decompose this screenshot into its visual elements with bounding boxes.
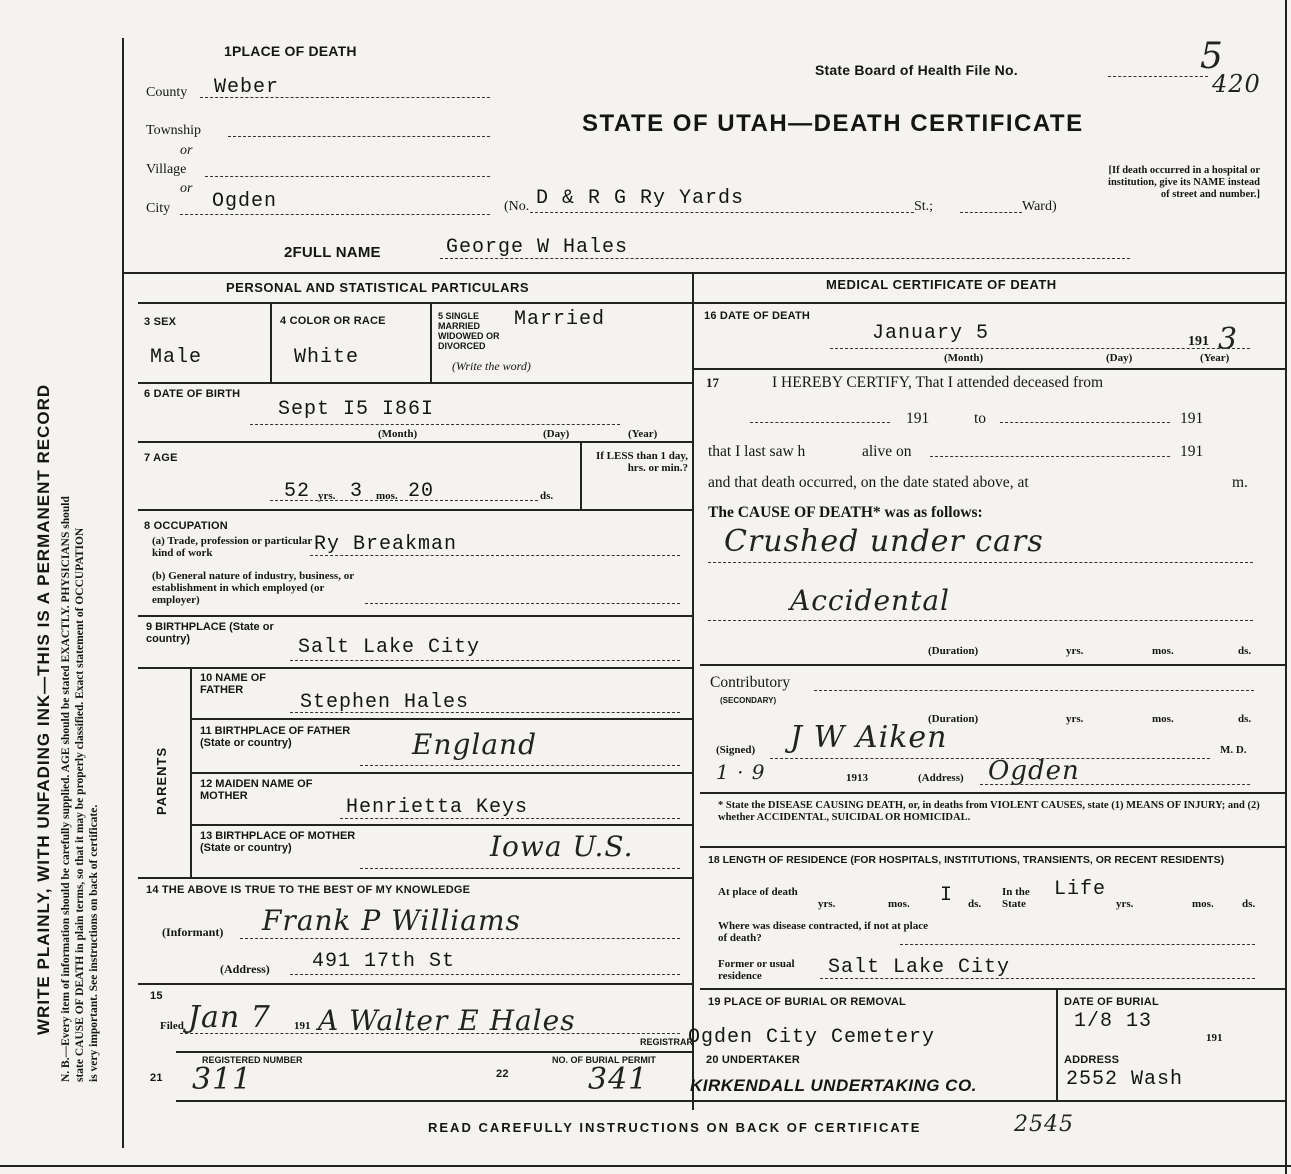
mos-label: mos. [1152,713,1174,725]
undertaker-address-label: ADDRESS [1064,1054,1120,1066]
date-of-birth-value: Sept I5 I86I [278,398,435,421]
ds-label: ds. [968,898,982,910]
yrs-label: yrs. [1116,898,1134,910]
less-than-day-label: If LESS than 1 day, hrs. or min.? [595,450,688,474]
color-race-value: White [294,346,360,369]
full-name-value: George W Hales [446,236,629,259]
former-residence-label: Former or usual residence [718,958,795,982]
father-name-value: Stephen Hales [300,691,470,714]
in-state-label: In the State [1002,886,1030,910]
ds-label: ds. [1242,898,1256,910]
hospital-note: [If death occurred in a hospital or institution, give its NAME instead of street and number.] [1108,165,1260,200]
alive-year-prefix: 191 [1180,443,1204,460]
instruction-note-line-1: N. B.—Every item of information should be carefully supplied. AGE should be stated EXACTLY. PHYSICIANS should [60,496,72,1082]
instruction-note-line-3: is very important. See instructions on back of certificate. [88,804,100,1082]
file-no-label: State Board of Health File No. [815,62,1018,78]
father-birthplace-label: 11 BIRTHPLACE OF FATHER (State or country) [200,725,351,749]
ds-label: ds. [1238,713,1252,725]
burial-permit-label: NO. OF BURIAL PERMIT [552,1055,656,1065]
instruction-note-line-2: state CAUSE OF DEATH in plain terms, so that it may be properly classified. Exact statement of OCCUPATION [74,527,86,1082]
occupation-label: 8 OCCUPATION [144,520,228,532]
or-label: or [180,181,193,196]
street-no-label: (No. [504,199,530,214]
occupation-a-label: (a) Trade, profession or particular kind of work [152,535,313,559]
mother-maiden-name-label: 12 MAIDEN NAME OF MOTHER [200,778,313,802]
informant-signature: Frank P Williams [262,904,521,937]
township-label: Township [146,123,202,138]
burial-permit-index: 22 [496,1068,509,1080]
mother-birthplace-value: Iowa U.S. [490,830,634,863]
age-months-value: 3 [350,480,364,503]
registrar-label: REGISTRAR [640,1037,694,1047]
occupation-b-label: (b) General nature of industry, business, or establishment in which employed (or employer) [152,570,354,606]
county-value: Weber [214,76,280,99]
yrs-label: yrs. [1066,713,1084,725]
burial-place-label: 19 PLACE OF BURIAL OR REMOVAL [708,996,906,1008]
death-occurred-label: and that death occurred, on the date stated above, at [708,474,1029,491]
birthplace-value: Salt Lake City [298,636,481,659]
st-label: St.; [914,199,934,214]
street-address-value: D & R G Ry Yards [536,187,745,210]
mos-label: mos. [376,490,398,502]
burial-permit-value: 341 [588,1062,649,1097]
signed-label: (Signed) [716,744,756,756]
village-label: Village [146,162,187,177]
yrs-label: yrs. [318,490,336,502]
physician-signature: J W Aiken [790,720,948,755]
mos-label: mos. [888,898,910,910]
permanent-record-note: WRITE PLAINLY, WITH UNFADING INK—THIS IS A PERMANENT RECORD [34,383,53,1035]
city-value: Ogden [212,190,278,213]
date-of-death-year: 3 [1218,322,1239,357]
mos-label: mos. [1152,645,1174,657]
marital-status-label: 5 SINGLE MARRIED WIDOWED OR DIVORCED [438,311,500,351]
last-saw-label: that I last saw h [708,443,806,460]
cause-footnote: * State the DISEASE CAUSING DEATH, or, in deaths from VIOLENT CAUSES, state (1) MEANS OF INJURY; and (2) whether ACCIDENTAL, SUICIDAL OR HOMICIDAL. [718,800,1260,823]
medical-section-title: MEDICAL CERTIFICATE OF DEATH [826,277,1057,292]
ward-label: Ward) [1022,199,1057,214]
filed-label: Filed [160,1020,184,1032]
age-days-value: 20 [408,480,435,503]
informant-address-label: (Address) [220,962,270,976]
parents-label: PARENTS [154,746,169,815]
cause-of-death-value: Crushed under cars [724,524,1044,559]
registered-number-value: 311 [192,1062,253,1097]
undertaker-address-value: 2552 Wash [1066,1068,1184,1091]
marital-status-value: Married [514,308,606,331]
father-birthplace-value: England [412,728,538,761]
footer-instructions: READ CAREFULLY INSTRUCTIONS ON BACK OF CERTIFICATE [428,1120,922,1135]
father-name-label: 10 NAME OF FATHER [200,672,267,696]
color-race-label: 4 COLOR OR RACE [280,315,386,327]
burial-date-value: 1/8 13 [1074,1010,1153,1033]
marital-write-note: (Write the word) [452,359,531,373]
mother-maiden-name-value: Henrietta Keys [346,796,529,819]
to-label: to [974,410,987,427]
in-state-value: Life [1054,878,1107,901]
month-label: (Month) [378,428,418,440]
day-label: (Day) [1106,352,1133,364]
date-of-death-value: January 5 [872,322,990,345]
city-label: City [146,201,171,216]
md-label: M. D. [1220,744,1247,756]
file-no-secondary: 420 [1212,70,1261,98]
date-of-death-label: 16 DATE OF DEATH [704,310,811,322]
age-label: 7 AGE [144,452,178,464]
duration-label: (Duration) [928,645,979,657]
or-label: or [180,143,193,158]
registered-number-index: 21 [150,1072,163,1084]
undertaker-value: KIRKENDALL UNDERTAKING CO. [690,1076,977,1095]
year-label: (Year) [1200,352,1230,364]
m-label: m. [1232,474,1248,491]
from-year-prefix: 191 [906,410,930,427]
file-no-value: 5 [1200,36,1224,77]
full-name-label: 2FULL NAME [284,244,381,261]
county-label: County [146,85,188,100]
true-statement-label: 14 THE ABOVE IS TRUE TO THE BEST OF MY KNOWLEDGE [146,884,471,896]
sex-value: Male [150,346,203,369]
certify-statement: I HEREBY CERTIFY, That I attended deceased from [772,374,1104,391]
ds-label: ds. [1238,645,1252,657]
former-residence-value: Salt Lake City [828,956,1011,979]
month-label: (Month) [944,352,984,364]
registered-number-label: REGISTERED NUMBER [202,1055,303,1065]
burial-date-label: DATE OF BURIAL [1064,996,1159,1008]
burial-year-prefix: 191 [1206,1032,1223,1044]
birthplace-label: 9 BIRTHPLACE (State or country) [146,621,274,645]
length-of-residence-label: 18 LENGTH OF RESIDENCE (FOR HOSPITALS, INSTITUTIONS, TRANSIENTS, OR RECENT RESIDENTS) [708,854,1225,866]
signed-year: 1913 [846,772,868,784]
to-year-prefix: 191 [1180,410,1204,427]
place-of-death-label: 1PLACE OF DEATH [224,43,357,59]
day-label: (Day) [543,428,570,440]
occupation-value: Ry Breakman [314,533,458,556]
personal-section-title: PERSONAL AND STATISTICAL PARTICULARS [226,280,530,295]
mos-label: mos. [1192,898,1214,910]
filed-year-prefix: 191 [294,1020,311,1032]
year-prefix: 191 [1188,334,1209,349]
ds-label: ds. [540,490,554,502]
yrs-label: yrs. [1066,645,1084,657]
burial-place-value: Ogden City Cemetery [688,1026,936,1049]
cause-of-death-manner: Accidental [790,584,950,617]
alive-on-label: alive on [862,443,912,460]
at-place-days-value: I [940,884,954,907]
mother-birthplace-label: 13 BIRTHPLACE OF MOTHER (State or country) [200,830,356,854]
age-years-value: 52 [284,480,311,503]
certificate-title: STATE OF UTAH—DEATH CERTIFICATE [582,110,1084,137]
physician-address-label: (Address) [918,772,964,784]
at-place-label: At place of death [718,886,798,898]
footer-stamp: 2545 [1014,1112,1074,1137]
signed-date: 1 · 9 [716,760,766,784]
filed-date: Jan 7 [188,1000,271,1035]
date-of-birth-label: 6 DATE OF BIRTH [144,388,241,400]
year-label: (Year) [628,428,658,440]
certify-number: 17 [706,375,719,390]
cause-of-death-label: The CAUSE OF DEATH* was as follows: [708,504,983,521]
yrs-label: yrs. [818,898,836,910]
filed-number: 15 [150,990,163,1002]
registrar-signature: A Walter E Hales [318,1004,576,1037]
disease-contracted-label: Where was disease contracted, if not at place of death? [718,920,928,944]
informant-address-value: 491 17th St [312,950,456,973]
contributory-label: Contributory [710,674,791,691]
duration-label: (Duration) [928,713,979,725]
sex-label: 3 SEX [144,316,177,328]
physician-address-value: Ogden [988,756,1080,786]
informant-label: (Informant) [162,925,224,939]
secondary-label: (SECONDARY) [720,696,777,705]
undertaker-label: 20 UNDERTAKER [706,1054,801,1066]
